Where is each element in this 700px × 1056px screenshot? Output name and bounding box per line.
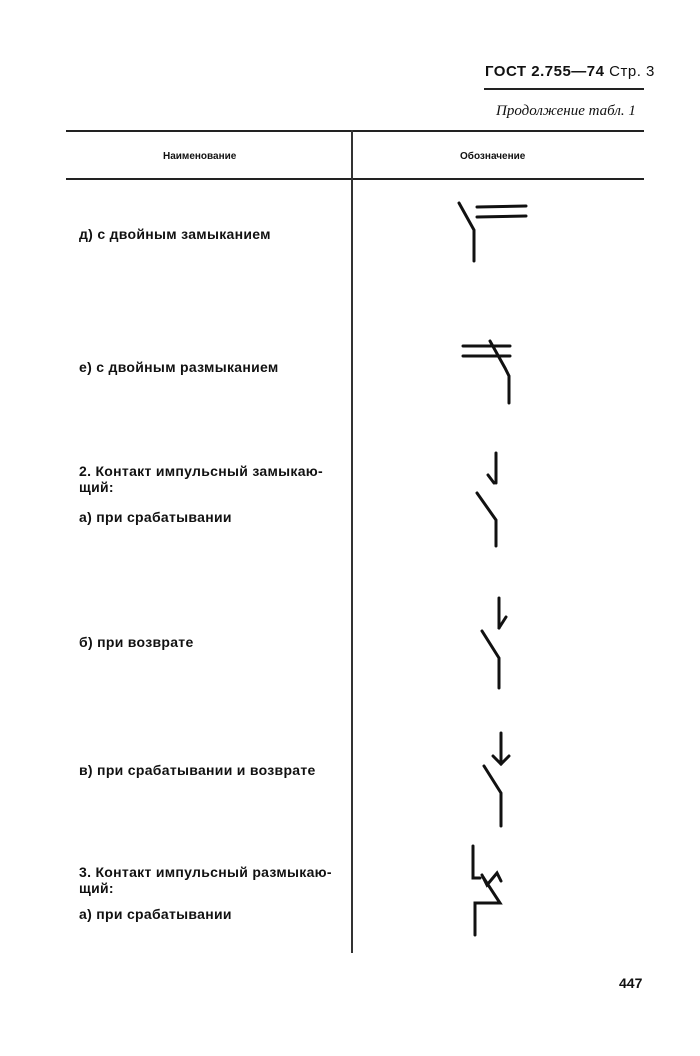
table-row-name: в) при срабатывании и возврате bbox=[79, 762, 316, 778]
standard-code: ГОСТ 2.755—74 bbox=[485, 63, 605, 80]
table-continuation-caption: Продолжение табл. 1 bbox=[496, 103, 636, 119]
table-row-name: д) с двойным замыканием bbox=[79, 226, 271, 242]
table-column-divider bbox=[351, 130, 353, 953]
table-row-heading: 2. Контакт импульсный замыкаю- bbox=[79, 463, 324, 479]
table-top-rule bbox=[66, 130, 644, 132]
table-header-rule bbox=[66, 178, 644, 180]
pulse-make-on-operate-icon bbox=[470, 595, 520, 695]
page-number: 447 bbox=[619, 975, 643, 991]
document-header bbox=[485, 63, 655, 80]
pulse-make-on-operate-icon bbox=[470, 450, 520, 550]
table-row-heading-cont: щий: bbox=[79, 479, 114, 495]
table-row-name: е) с двойным размыканием bbox=[79, 359, 279, 375]
column-header-name: Наименование bbox=[163, 151, 237, 162]
double-make-contact-icon bbox=[455, 198, 535, 268]
page-label: Стр. 3 bbox=[609, 63, 655, 80]
table-row-heading: 3. Контакт импульсный размыкаю- bbox=[79, 864, 332, 880]
table-row-name: а) при срабатывании bbox=[79, 509, 232, 525]
double-break-contact-icon bbox=[460, 338, 520, 413]
table-row-name: а) при срабатывании bbox=[79, 906, 232, 922]
header-rule bbox=[484, 88, 644, 90]
pulse-break-on-operate-icon bbox=[465, 843, 525, 943]
table-row-heading-cont: щий: bbox=[79, 880, 114, 896]
pulse-make-on-operate-and-return-icon bbox=[470, 730, 520, 835]
table-row-name: б) при возврате bbox=[79, 634, 194, 650]
column-header-symbol: Обозначение bbox=[460, 151, 526, 162]
